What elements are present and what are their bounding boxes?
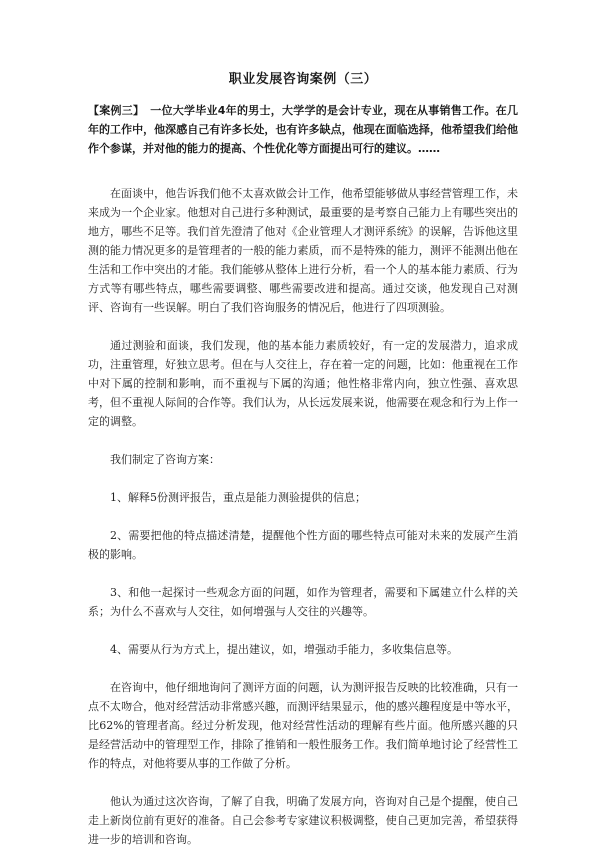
plan-item-4: 4、需要从行为方式上，提出建议，如，增强动手能力，多收集信息等。	[110, 643, 458, 656]
plan-item-2: 2、需要把他的特点描述清楚，提醒他个性方面的哪些特点可能对未来的发展产生消极的影响。	[88, 529, 518, 561]
paragraph-conclusion: 他认为通过这次咨询，了解了自我，明确了发展方向，咨询对自己是个提醒，使自己走上新岗位前有更好的准备。自己会参考专家建议积极调整，使自己更加完善，希望获得进一步的培训和咨询。	[88, 795, 518, 846]
case-intro	[88, 101, 518, 158]
plan-item-1: 1、解释5份测评报告，重点是能力测验提供的信息；	[110, 491, 366, 504]
paragraph-consultation: 在咨询中，他仔细地询问了测评方面的问题，认为测评报告反映的比较准确，只有一点不太吻合，他对经营活动非常感兴趣，而测评结果显示，他的感兴趣程度是中等水平，比62%的管理者高。经过分析发现，他对经营性活动的理解有些片面。他所感兴趣的只是经营活动中的管理型工作，排除了推销和一般性服务工作。我们简单地讨论了经营性工作的特点，对他将要从事的工作做了分析。	[88, 681, 518, 770]
paragraph-findings: 通过测验和面谈，我们发现，他的基本能力素质较好，有一定的发展潜力，追求成功，注重管理，好独立思考。但在与人交往上，存在着一定的问题，比如：他重视在工作中对下属的控制和影响，而不重视与下属的沟通；他性格非常内向，独立性强、喜欢思考，但不重视人际间的合作等。我们认为，从长远发展来说，他需要在观念和行为上作一定的调整。	[88, 339, 518, 428]
case-label: 【案例三】	[88, 104, 145, 117]
paragraph-interview: 在面谈中，他告诉我们他不太喜欢做会计工作，他希望能够做从事经营管理工作，未来成为一个企业家。他想对自己进行多种测试，最重要的是考察自己能力上有哪些突出的地方，哪些不足等。我们首先澄清了他对《企业管理人才测评系统》的误解，告诉他这里测的能力情况更多的是管理者的一般的能力素质，而不是特殊的能力，测评不能测出他在生活和工作中突出的才能。我们能够从整体上进行分析，看一个人的基本能力素质、行为方式等有哪些特点，哪些需要调整、哪些需要改进和提高。通过交谈，他发现自己对测评、咨询有一些误解。明白了我们咨询服务的情况后，他进行了四项测验。	[88, 187, 518, 314]
document-page	[88, 68, 518, 868]
document-title: 职业发展咨询案例（三）	[228, 72, 378, 87]
plan-item-3: 3、和他一起探讨一些观念方面的问题，如作为管理者，需要和下属建立什么样的关系；为什么不喜欢与人交往，如何增强与人交往的兴趣等。	[88, 586, 518, 618]
case-intro-text: 一位大学毕业4年的男士，大学学的是会计专业，现在从事销售工作。在几年的工作中，他深感自己有许多长处，也有许多缺点，他现在面临选择，他希望我们给他作个参谋，并对他的能力的提高、个性优化等方面提出可行的建议。……	[88, 104, 518, 155]
paragraph-plan-heading: 我们制定了咨询方案：	[110, 453, 220, 466]
